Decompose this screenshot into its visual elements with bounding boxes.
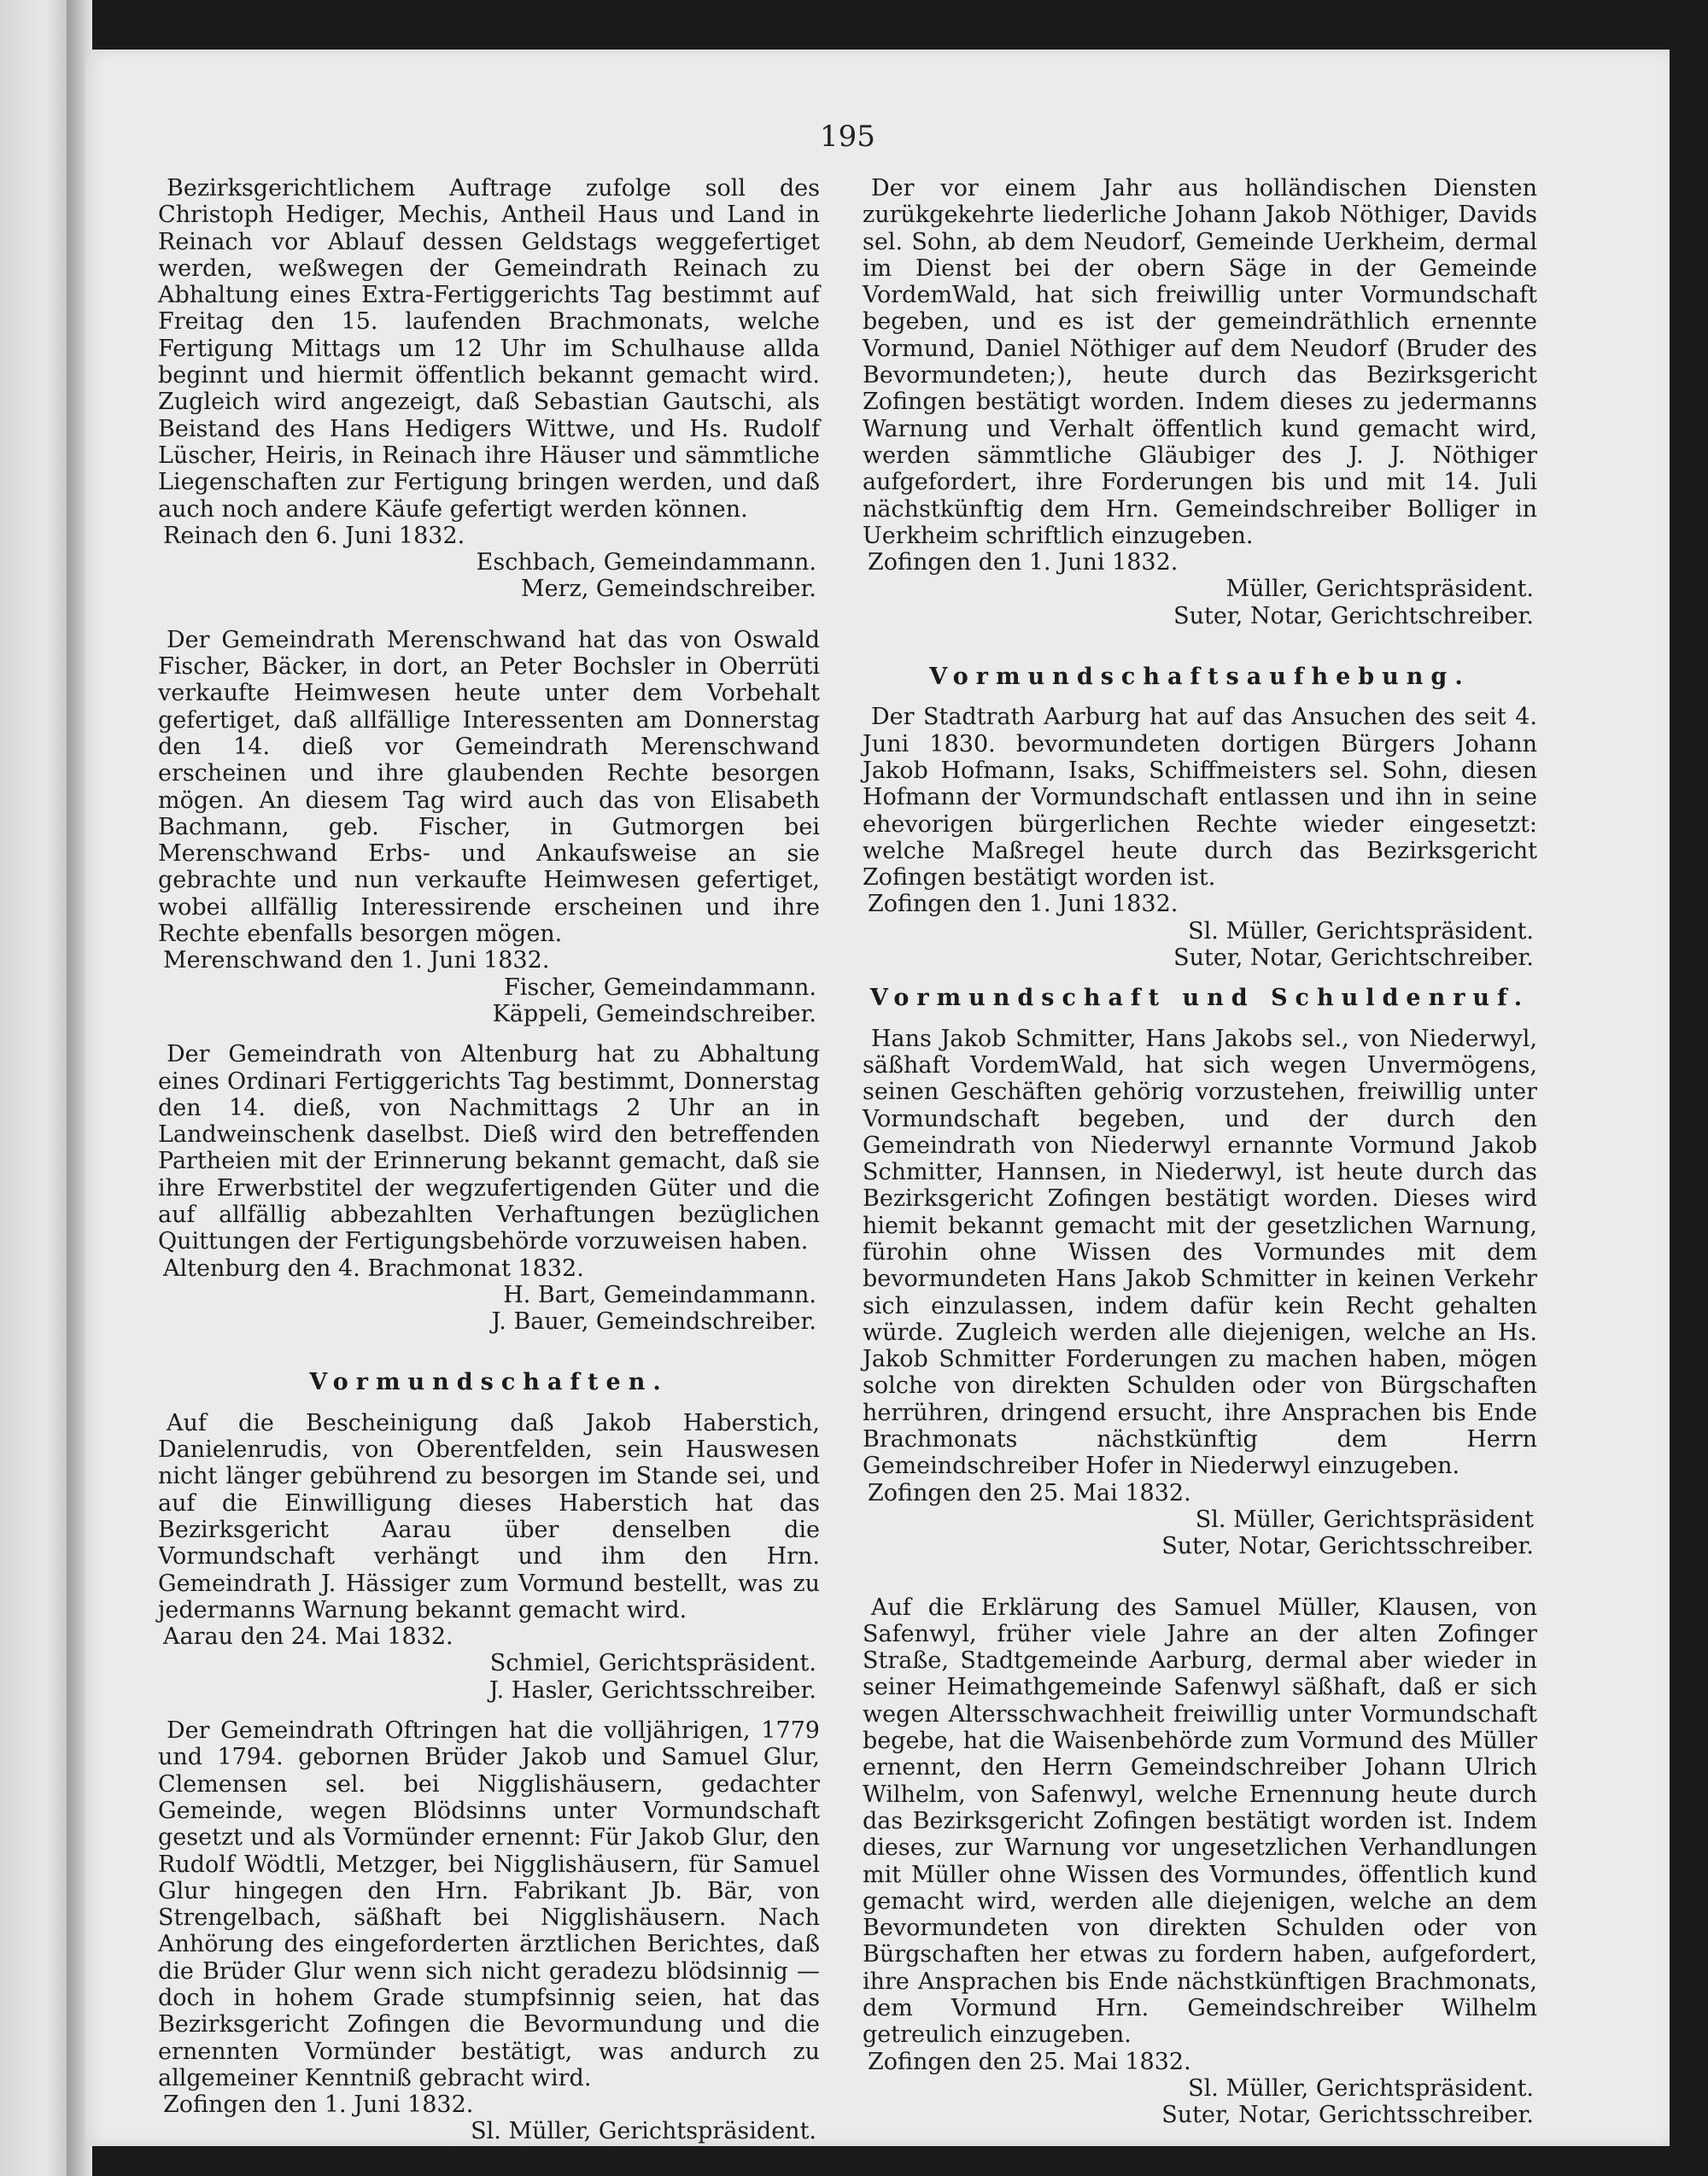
notice-signature: Suter, Notar, Gerichtsschreiber. xyxy=(444,2144,816,2172)
notice-signature: Schmiel, Gerichtspräsident. xyxy=(489,1650,816,1677)
notice-signature: Sl. Müller, Gerichtspräsident xyxy=(1195,1506,1534,1533)
notice-oftringen xyxy=(158,1717,820,2172)
notice-signature: Sl. Müller, Gerichtspräsident. xyxy=(1188,917,1534,945)
left-column xyxy=(158,175,820,2172)
notice-dateline: Reinach den 6. Juni 1832. xyxy=(163,522,465,549)
notice-signature: Suter, Notar, Gerichtschreiber. xyxy=(1173,945,1534,972)
notice-signature: Suter, Notar, Gerichtsschreiber. xyxy=(1161,1533,1534,1560)
notice-signature: J. Bauer, Gemeindschreiber. xyxy=(491,1308,816,1336)
notice-haberstich xyxy=(158,1410,820,1704)
notice-dateline: Zofingen den 1. Juni 1832. xyxy=(868,549,1179,576)
notice-dateline: Altenburg den 4. Brachmonat 1832. xyxy=(163,1255,584,1282)
notice-dateline: Zofingen den 1. Juni 1832. xyxy=(868,891,1179,918)
notice-signature: Müller, Gerichtspräsident. xyxy=(1225,576,1534,603)
section-heading: Vormundschaftsaufhebung. xyxy=(929,664,1471,691)
notice-signature: Suter, Notar, Gerichtsschreiber. xyxy=(1161,2102,1534,2129)
notice-signature: J. Hasler, Gerichtsschreiber. xyxy=(488,1676,816,1704)
right-column xyxy=(863,175,1537,2128)
notice-text: Hans Jakob Schmitter, Hans Jakobs sel., von Niederwyl, säßhaft VordemWald, hat sich wegen Unvermögens, seinen Geschäften gehörig vorzustehen, freiwillig unter Vormundschaft begeben, und der durch den Gemeindrath von Niederwyl ernannte Vormund Jakob Schmitter, Hannsen, in Niederwyl, ist heute durch das Bezirksgericht Zofingen bestätigt worden. Dieses wird hiemit bekannt gemacht mit der gesetzlichen Warnung, fürohin ohne Wissen des Vormundes mit dem bevormundeten Hans Jakob Schmitter in keinen Verkehr sich einzulassen, indem dafür kein Recht gehalten würde. Zugleich werden alle diejenigen, welche an Hs. Jakob Schmitter Forderungen zu machen haben, mögen solche von direkten Schulden oder von Bürgschaften herrühren, dringend ersucht, ihre Ansprachen bis Ende Brachmonats nächstkünftig dem Herrn Gemeindschreiber Hofer in Niederwyl einzugeben. xyxy=(863,1025,1537,1480)
book-spine-edge xyxy=(0,0,75,2176)
notice-text: Der vor einem Jahr aus holländischen Diensten zurükgekehrte liederliche Johann Jakob Nöthiger, Davids sel. Sohn, ab dem Neudorf, Gemeinde Uerkheim, dermal im Dienst bei der obern Säge in der Gemeinde VordemWald, hat sich freiwillig unter Vormundschaft begeben, und es ist der gemeindräthlich ernennte Vormund, Daniel Nöthiger auf dem Neudorf (Bruder des Bevormundeten;), heute durch das Bezirksgericht Zofingen bestätigt worden. Indem dieses zu jedermanns Warnung und Verhalt öffentlich kund gemacht wird, werden sämmtliche Gläubiger des J. J. Nöthiger aufgefordert, ihre Forderungen bis und mit 14. Juli nächstkünftig dem Hrn. Gemeindschreiber Bolliger in Uerkheim schriftlich einzugeben. xyxy=(863,175,1537,549)
notice-text: Bezirksgerichtlichem Auftrage zufolge soll des Christoph Hediger, Mechis, Antheil Haus und Land in Reinach vor Ablauf dessen Geldstags weggefertiget werden, weßwegen der Gemeindrath Reinach zu Abhaltung eines Extra-Fertiggerichts Tag bestimmt auf Freitag den 15. laufenden Brachmonats, welche Fertigung Mittags um 12 Uhr im Schulhause allda beginnt und hiermit öffentlich bekannt gemacht wird. Zugleich wird angezeigt, daß Sebastian Gautschi, als Beistand des Hans Hedigers Wittwe, und Hs. Rudolf Lüscher, Heiris, in Reinach ihre Häuser und sämmtliche Liegenschaften zur Fertigung bringen werden, und daß auch noch andere Käufe gefertigt werden können. xyxy=(158,175,820,523)
notice-signature: Fischer, Gemeindammann. xyxy=(503,974,816,1001)
notice-dateline: Aarau den 24. Mai 1832. xyxy=(163,1623,453,1651)
notice-text: Der Gemeindrath Merenschwand hat das von Oswald Fischer, Bäcker, in dort, an Peter Bochsler in Oberrüti verkaufte Heimwesen heute unter dem Vorbehalt gefertiget, daß allfällige Interessenten am Donnerstag den 14. dieß vor Gemeindrath Merenschwand erscheinen und ihre glaubenden Rechte besorgen mögen. An diesem Tag wird auch das von Elisabeth Bachmann, geb. Fischer, in Gutmorgen bei Merenschwand Erbs- und Ankaufsweise an sie gebrachte und nun verkaufte Heimwesen gefertiget, wobei allfällig Interessirende erscheinen und ihre Rechte ebenfalls besorgen mögen. xyxy=(158,626,820,948)
notice-signature: Eschbach, Gemeindammann. xyxy=(476,549,816,576)
notice-text: Auf die Bescheinigung daß Jakob Haberstich, Danielenrudis, von Oberentfelden, sein Hauswesen nicht länger gebührend zu besorgen im Stande sei, und auf die Einwilligung dieses Haberstich hat das Bezirksgericht Aarau über denselben die Vormundschaft verhängt und ihm den Hrn. Gemeindrath J. Hässiger zum Vormund bestellt, was zu jedermanns Warnung bekannt gemacht wird. xyxy=(158,1409,820,1623)
notice-dateline: Zofingen den 25. Mai 1832. xyxy=(868,2048,1191,2075)
notice-text: Der Gemeindrath von Altenburg hat zu Abhaltung eines Ordinari Fertiggerichts Tag bestimmt, Donnerstag den 14. dieß, von Nachmittags 2 Uhr an in Landweinschenk daselbst. Dieß wird den betreffenden Partheien mit der Erinnerung bekannt gemacht, daß sie ihre Erwerbstitel der wegzufertigenden Güter und die auf allfällig abbezahlten Verhaftungen bezüglichen Quittungen der Fertigungsbehörde vorzuweisen haben. xyxy=(158,1041,820,1255)
notice-text: Der Stadtrath Aarburg hat auf das Ansuchen des seit 4. Juni 1830. bevormundeten dortigen Bürgers Johann Jakob Hofmann, Isaks, Schiffmeisters sel. Sohn, diesen Hofmann der Vormundschaft entlassen und ihn in seine ehevorigen bürgerlichen Rechte wieder eingesetzt: welche Maßregel heute durch das Bezirksgericht Zofingen bestätigt worden ist. xyxy=(863,704,1537,892)
notice-signature: Suter, Notar, Gerichtschreiber. xyxy=(1173,602,1534,629)
notice-signature: H. Bart, Gemeindammann. xyxy=(503,1281,816,1308)
notice-text: Der Gemeindrath Oftringen hat die volljährigen, 1779 und 1794. gebornen Brüder Jakob und Samuel Glur, Clemensen sel. bei Nigglishäusern, gedachter Gemeinde, wegen Blödsinns unter Vormundschaft gesetzt und als Vormünder ernennt: Für Jakob Glur, den Rudolf Wödtli, Metzger, bei Nigglishäusern, für Samuel Glur hingegen den Hrn. Fabrikant Jb. Bär, von Strengelbach, säßhaft bei Nigglishäusern. Nach Anhörung des eingeforderten ärztlichen Berichtes, daß die Brüder Glur wenn sich nicht geradezu blödsinnig — doch in hohem Grade stumpfsinnig seien, hat das Bezirksgericht Zofingen die Bevormundung und die ernennten Vormünder bestätigt, was andurch zu allgemeiner Kenntniß gebracht wird. xyxy=(158,1717,820,2091)
notice-signature: Sl. Müller, Gerichtspräsident. xyxy=(471,2118,816,2145)
section-heading: Vormundschaften. xyxy=(309,1369,669,1396)
notice-schmitter xyxy=(863,1026,1537,1560)
notice-noethiger xyxy=(863,175,1537,629)
notice-dateline: Zofingen den 1. Juni 1832. xyxy=(163,2091,474,2119)
notice-hofmann xyxy=(863,704,1537,971)
notice-altenburg xyxy=(158,1041,820,1335)
notice-mueller xyxy=(863,1594,1537,2129)
notice-text: Auf die Erklärung des Samuel Müller, Klausen, von Safenwyl, früher viele Jahre an der alten Zofinger Straße, Stadtgemeinde Aarburg, dermal aber wieder in seiner Heimathgemeinde Safenwyl säßhaft, daß er sich wegen Altersschwachheit freiwillig unter Vormundschaft begebe, hat die Waisenbehörde zum Vormund des Müller ernennt, den Herrn Gemeindschreiber Johann Ulrich Wilhelm, von Safenwyl, welche Ernennung heute durch das Bezirksgericht Zofingen bestätigt worden ist. Indem dieses, zur Warnung vor ungesetzlichen Verhandlungen mit Müller ohne Wissen des Vormundes, öffentlich kund gemacht wird, werden alle diejenigen, welche an dem Bevormundeten von direkten Schulden oder von Bürgschaften her etwas zu fordern haben, aufgefordert, ihre Ansprachen bis Ende nächstkünftigen Brachmonats, dem Vormund Hrn. Gemeindschreiber Wilhelm getreulich einzugeben. xyxy=(863,1594,1537,2049)
section-heading: Vormundschaft und Schuldenruf. xyxy=(869,985,1530,1012)
notice-dateline: Merenschwand den 1. Juni 1832. xyxy=(163,947,550,974)
notice-signature: Merz, Gemeindschreiber. xyxy=(520,576,816,603)
notice-dateline: Zofingen den 25. Mai 1832. xyxy=(868,1479,1191,1506)
notice-reinach xyxy=(158,175,820,603)
notice-merenschwand xyxy=(158,627,820,1027)
notice-signature: Käppeli, Gemeindschreiber. xyxy=(492,1000,816,1027)
notice-signature: Sl. Müller, Gerichtspräsident. xyxy=(1188,2074,1534,2102)
page-number: 195 xyxy=(820,120,875,154)
